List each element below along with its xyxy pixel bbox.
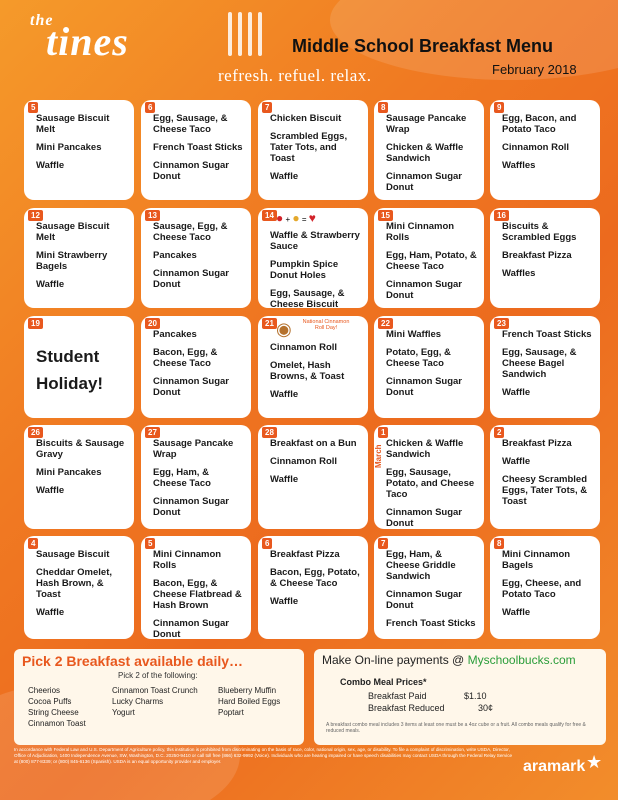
menu-day-cell (141, 100, 251, 200)
day-number: 13 (145, 210, 160, 221)
pick2-option: Cinnamon Toast Crunch (112, 686, 198, 695)
holiday-label: Student Holiday! (36, 347, 104, 393)
menu-item: Sausage Biscuit Melt (36, 221, 110, 243)
menu-day-cell (24, 208, 134, 308)
menu-item: Cinnamon Sugar Donut (153, 268, 230, 290)
menu-day-cell (258, 536, 368, 639)
menu-day-cell (258, 316, 368, 418)
menu-item: Cheesy Scrambled Eggs, Tater Tots, & Toast (502, 474, 588, 507)
combo-note: A breakfast combo meal includes 3 items at least one must be a 4oz cube or a fruit. All combo meals qualify for free & reduced meals. (326, 722, 586, 734)
menu-item: Waffle (270, 474, 299, 485)
menu-item: Breakfast Pizza (270, 549, 340, 560)
day-number: 12 (28, 210, 43, 221)
menu-item: Waffle (36, 160, 65, 171)
menu-item: Mini Pancakes (36, 467, 102, 478)
menu-item: Egg, Ham, & Cheese Griddle Sandwich (386, 549, 456, 582)
tagline: refresh. refuel. relax. (218, 66, 372, 85)
day-number: 16 (494, 210, 509, 221)
pick2-option: Yogurt (112, 708, 135, 717)
march-label: March (374, 444, 383, 468)
menu-item: Cinnamon Sugar Donut (153, 160, 230, 182)
pick2-panel (14, 649, 304, 745)
logo-main-text: tines (46, 19, 129, 64)
menu-item: Breakfast Pizza (502, 438, 572, 449)
national-day-note: National Cinnamon Roll Day! (302, 319, 350, 331)
combo-prices-title: Combo Meal Prices* (340, 677, 427, 687)
menu-day-cell (490, 425, 600, 529)
menu-item: Pumpkin Spice Donut Holes (270, 259, 339, 281)
day-number: 15 (378, 210, 393, 221)
menu-item: Egg, Sausage, & Cheese Biscuit (270, 288, 345, 310)
menu-item: Waffles (502, 160, 536, 171)
menu-item: Pancakes (153, 250, 197, 261)
menu-item: Breakfast Pizza (502, 250, 572, 261)
menu-item: Sausage Pancake Wrap (153, 438, 234, 460)
day-number: 7 (262, 102, 272, 113)
menu-item: Mini Waffles (386, 329, 442, 340)
menu-item: Chicken & Waffle Sandwich (386, 142, 464, 164)
menu-item: Cinnamon Roll (502, 142, 570, 153)
day-number: 1 (378, 427, 388, 438)
menu-item: Cinnamon Roll (270, 456, 338, 467)
menu-item: Potato, Egg, & Cheese Taco (386, 347, 451, 369)
menu-item: Cinnamon Sugar Donut (386, 279, 463, 301)
menu-day-cell (258, 425, 368, 529)
menu-item: Biscuits & Scrambled Eggs (502, 221, 577, 243)
day-number: 2 (494, 427, 504, 438)
footer-disclaimer: In accordance with Federal Law and U.S. Department of Agriculture policy, this institution is prohibited from discriminating on the basis of race, color, national origin, sex, age, or disability. To file a complaint of discrimination, write USDA, Director, Office of Adjudication, 1400 Independence Avenue, SW, Washington, D.C. 20250-9410 or call toll free (866) 632-9992 (Voice). Individuals who are hearing impaired or have speech disabilities may contact USDA through the Federal Relay Service at (800) 877-8339; or (800) 845-6136 (Spanish). USDA is an equal opportunity provider and employer. (14, 747, 513, 764)
menu-day-cell (24, 316, 134, 418)
day-number: 5 (145, 538, 155, 549)
menu-item: Waffles (502, 268, 536, 279)
online-payments-text (322, 653, 598, 667)
menu-item: French Toast Sticks (502, 329, 592, 340)
menu-item: Mini Cinnamon Rolls (153, 549, 222, 571)
aramark-star-icon: ★ (586, 752, 603, 772)
menu-item: Cinnamon Roll (270, 342, 338, 353)
menu-item: Sausage, Egg, & Cheese Taco (153, 221, 228, 243)
day-number: 28 (262, 427, 277, 438)
menu-item: Waffle & Strawberry Sauce (270, 230, 360, 252)
menu-item: Egg, Sausage, & Cheese Bagel Sandwich (502, 347, 577, 380)
menu-day-cell (141, 316, 251, 418)
menu-item: Waffle (36, 485, 65, 496)
day-number: 27 (145, 427, 160, 438)
menu-day-cell (141, 208, 251, 308)
day-number: 7 (378, 538, 388, 549)
menu-item: French Toast Sticks (386, 618, 476, 629)
menu-item: Sausage Pancake Wrap (386, 113, 467, 135)
menu-item: Bacon, Egg, Potato, & Cheese Taco (270, 567, 360, 589)
pick2-option: Cocoa Puffs (28, 697, 72, 706)
menu-item: Cheddar Omelet, Hash Brown, & Toast (36, 567, 113, 600)
menu-item: Cinnamon Sugar Donut (153, 496, 230, 518)
day-number: 9 (494, 102, 504, 113)
logo (28, 12, 129, 65)
menu-day-cell (374, 100, 484, 200)
menu-item: Mini Pancakes (36, 142, 102, 153)
menu-item: Waffle (502, 387, 531, 398)
menu-item: Cinnamon Sugar Donut (386, 589, 463, 611)
aramark-logo: aramark (523, 758, 586, 775)
price-row (368, 690, 598, 702)
menu-item: Breakfast on a Bun (270, 438, 357, 449)
day-number: 4 (28, 538, 38, 549)
menu-day-cell (490, 316, 600, 418)
day-number: 5 (28, 102, 38, 113)
menu-item: Omelet, Hash Browns, & Toast (270, 360, 345, 382)
menu-item: Cinnamon Sugar Donut (153, 376, 230, 398)
menu-item: Cinnamon Sugar Donut (153, 618, 230, 640)
page-title: Middle School Breakfast Menu (292, 36, 554, 56)
menu-item: Waffle (502, 456, 531, 467)
myschoolbucks-link[interactable]: Myschoolbucks.com (467, 653, 576, 667)
menu-day-cell (374, 536, 484, 639)
pick2-option: Poptart (218, 708, 244, 717)
menu-item: Waffle (270, 389, 299, 400)
day-number: 8 (378, 102, 388, 113)
menu-day-cell (374, 425, 484, 529)
menu-item: French Toast Sticks (153, 142, 243, 153)
online-payments-label: Make On-line payments @ (322, 653, 468, 667)
pick2-subtitle: Pick 2 of the following: (118, 671, 198, 680)
pick2-title: Pick 2 Breakfast available daily… (22, 653, 244, 669)
pick2-option: String Cheese (28, 708, 79, 717)
menu-day-cell (374, 316, 484, 418)
day-number: 22 (378, 318, 393, 329)
pick2-option: Lucky Charms (112, 697, 164, 706)
menu-item: Bacon, Egg, & Cheese Flatbread & Hash Brown (153, 578, 242, 611)
day-number: 20 (145, 318, 160, 329)
menu-item: Cinnamon Sugar Donut (386, 376, 463, 398)
header (0, 0, 618, 95)
menu-item: Waffle (270, 171, 299, 182)
price-label: Breakfast Reduced (368, 703, 445, 713)
price-row (368, 702, 598, 714)
menu-day-cell (141, 425, 251, 529)
menu-item: Sausage Biscuit Melt (36, 113, 110, 135)
menu-item: Egg, Sausage, & Cheese Taco (153, 113, 228, 135)
day-number: 19 (28, 318, 43, 329)
menu-item: Chicken & Waffle Sandwich (386, 438, 464, 460)
menu-item: Mini Cinnamon Bagels (502, 549, 571, 571)
month-label: February 2018 (492, 62, 577, 77)
day-number: 26 (28, 427, 43, 438)
pick2-options-column-3 (218, 685, 280, 718)
day-number: 23 (494, 318, 509, 329)
day-number: 6 (262, 538, 272, 549)
menu-item: Egg, Ham, & Cheese Taco (153, 467, 211, 489)
menu-item: Scrambled Eggs, Tater Tots, and Toast (270, 131, 348, 164)
menu-day-cell (490, 208, 600, 308)
menu-item: Waffle (270, 596, 299, 607)
menu-day-cell (374, 208, 484, 308)
pick2-options-column-1 (28, 685, 86, 729)
menu-item: Mini Cinnamon Rolls (386, 221, 455, 243)
price-value: $1.10 (464, 691, 487, 701)
menu-day-cell (24, 425, 134, 529)
pick2-option: Hard Boiled Eggs (218, 697, 281, 706)
pick2-option: Cinnamon Toast (28, 719, 86, 728)
menu-day-cell (258, 208, 368, 308)
day-number: 21 (262, 318, 277, 329)
menu-item: Cinnamon Sugar Donut (386, 171, 463, 193)
menu-item: Waffle (36, 607, 65, 618)
menu-item: Sausage Biscuit (36, 549, 110, 560)
day-number: 6 (145, 102, 155, 113)
menu-item: Chicken Biscuit (270, 113, 342, 124)
menu-item: Egg, Sausage, Potato, and Cheese Taco (386, 467, 475, 500)
strawberry-waffle-heart-icon: ● + ● = ♥ (276, 211, 316, 225)
menu-item: Waffle (36, 279, 65, 290)
menu-day-cell (141, 536, 251, 639)
menu-item: Cinnamon Sugar Donut (386, 507, 463, 529)
menu-item: Waffle (502, 607, 531, 618)
menu-item: Pancakes (153, 329, 197, 340)
pick2-option: Blueberry Muffin (218, 686, 277, 695)
cinnamon-roll-icon: ◉ (276, 319, 292, 339)
price-value: 30¢ (478, 703, 494, 713)
menu-item: Egg, Bacon, and Potato Taco (502, 113, 577, 135)
menu-item: Bacon, Egg, & Cheese Taco (153, 347, 218, 369)
menu-item: Egg, Ham, Potato, & Cheese Taco (386, 250, 477, 272)
logo-small-text: the (30, 12, 54, 29)
day-number: 8 (494, 538, 504, 549)
menu-day-cell (490, 536, 600, 639)
day-number: 14 (262, 210, 277, 221)
payments-panel (314, 649, 606, 745)
menu-day-cell (258, 100, 368, 200)
pick2-options-column-2 (112, 685, 198, 718)
pick2-option: Cheerios (28, 686, 61, 695)
menu-day-cell (24, 100, 134, 200)
menu-day-cell (24, 536, 134, 639)
menu-item: Mini Strawberry Bagels (36, 250, 108, 272)
price-label: Breakfast Paid (368, 691, 427, 701)
menu-item: Biscuits & Sausage Gravy (36, 438, 125, 460)
menu-day-cell (490, 100, 600, 200)
menu-item: Egg, Cheese, and Potato Taco (502, 578, 582, 600)
